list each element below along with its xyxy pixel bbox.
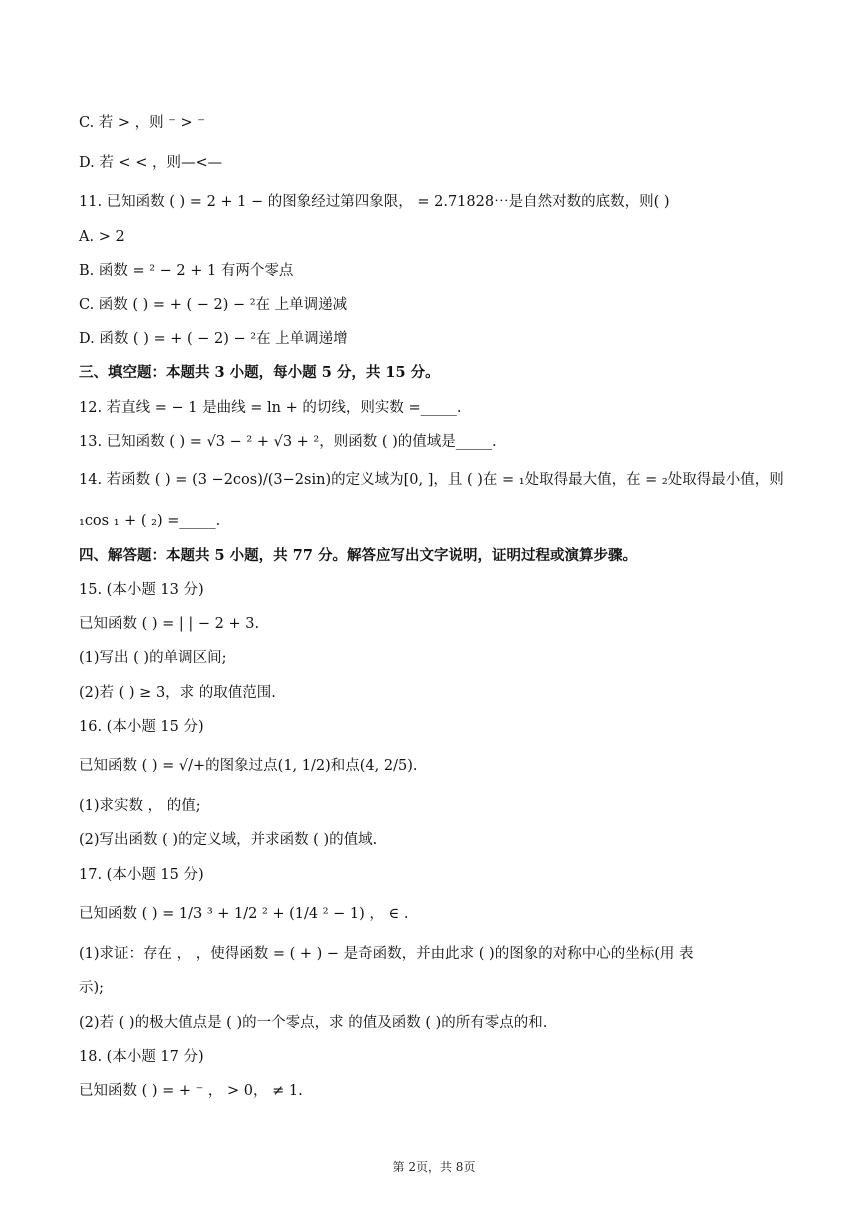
option-d-line: D. 若 < < ，则—<— [79, 155, 223, 171]
question-13: 13. 已知函数 ( ) = √3 − ² + √3 + ²，则函数 ( )的值域是_____. [79, 434, 497, 450]
question-17-part1-line2: 示); [79, 980, 105, 996]
question-16-header: 16. (本小题 15 分) [79, 719, 204, 735]
question-16-stem: 已知函数 ( ) = √/+的图象过点(1, 1/2)和点(4, 2/5). [79, 758, 418, 774]
question-14-line1: 14. 若函数 ( ) = (3 −2cos)/(3−2sin)的定义域为[0, ]，且 ( )在 = ₁处取得最大值，在 = ₂处取得最小值，则 [79, 472, 784, 488]
section-heading-solve: 四、解答题：本题共 5 小题，共 77 分。解答应写出文字说明，证明过程或演算步骤。 [79, 547, 637, 564]
q11-option-c: C. 函数 ( ) = + ( − 2) − ²在 上单调递减 [79, 297, 348, 313]
question-15-part2: (2)若 ( ) ≥ 3，求 的取值范围. [79, 685, 276, 701]
option-c-line: C. 若 > ，则 ⁻ > ⁻ [79, 115, 205, 131]
question-12: 12. 若直线 = − 1 是曲线 = ln + 的切线，则实数 =_____. [79, 400, 462, 416]
question-16-part2: (2)写出函数 ( )的定义域，并求函数 ( )的值域. [79, 832, 378, 848]
section-heading-fill-in: 三、填空题：本题共 3 小题，每小题 5 分，共 15 分。 [79, 364, 440, 381]
question-17-part2: (2)若 ( )的极大值点是 ( )的一个零点，求 的值及函数 ( )的所有零点的和. [79, 1015, 548, 1031]
question-15-stem: 已知函数 ( ) = | | − 2 + 3. [79, 616, 260, 632]
question-16-part1: (1)求实数 ， 的值; [79, 798, 201, 814]
q11-option-a: A. > 2 [79, 229, 125, 245]
question-17-header: 17. (本小题 15 分) [79, 867, 204, 883]
question-11-stem: 11. 已知函数 ( ) = 2 + 1 − 的图象经过第四象限， = 2.71828⋯是自然对数的底数，则( ) [79, 194, 670, 210]
question-17-part1-line1: (1)求证：存在 ， ，使得函数 = ( + ) − 是奇函数，并由此求 ( )的图象的对称中心的坐标(用 表 [79, 946, 694, 962]
question-15-part1: (1)写出 ( )的单调区间; [79, 650, 227, 666]
question-18-header: 18. (本小题 17 分) [79, 1049, 204, 1065]
question-14-line2: ₁cos ₁ + ( ₂) =_____. [79, 513, 221, 529]
question-17-stem: 已知函数 ( ) = 1/3 ³ + 1/2 ² + (1/4 ² − 1) ， ∈ . [79, 906, 409, 922]
question-15-header: 15. (本小题 13 分) [79, 582, 204, 598]
question-18-stem: 已知函数 ( ) = + ⁻ ， > 0， ≠ 1. [79, 1083, 303, 1099]
q11-option-b: B. 函数 = ² − 2 + 1 有两个零点 [79, 263, 294, 279]
q11-option-d: D. 函数 ( ) = + ( − 2) − ²在 上单调递增 [79, 331, 348, 347]
page-footer: 第 2页，共 8页 [392, 1160, 476, 1174]
